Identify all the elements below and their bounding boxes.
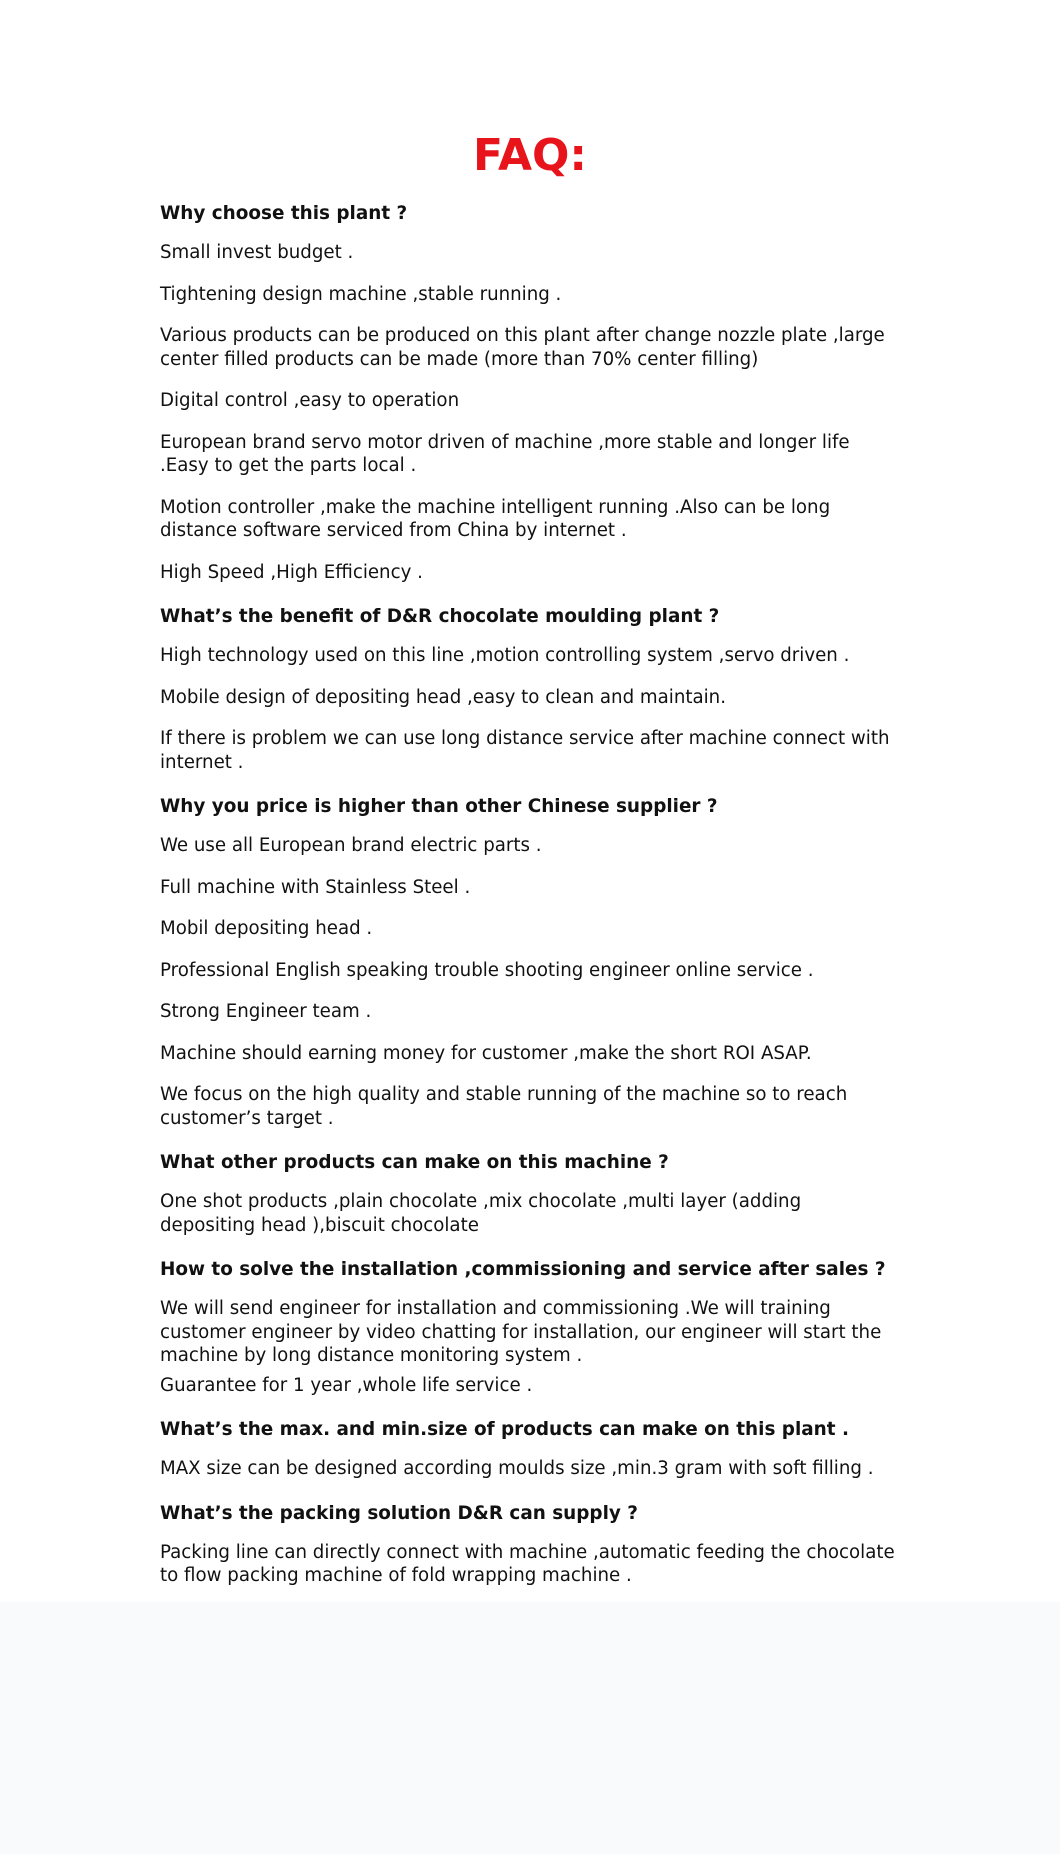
faq-section-benefit xyxy=(160,602,900,774)
faq-section-packing xyxy=(160,1499,900,1588)
faq-section-installation xyxy=(160,1255,900,1397)
faq-answer: High technology used on this line ,motion controlling system ,servo driven . xyxy=(160,645,850,666)
faq-answer: European brand servo motor driven of machine ,more stable and longer life .Easy to get the parts local . xyxy=(160,431,850,476)
faq-question: What other products can make on this machine ? xyxy=(160,1152,669,1173)
faq-question: Why choose this plant ? xyxy=(160,203,408,224)
faq-answer: Mobil depositing head . xyxy=(160,918,373,939)
faq-answer: We will send engineer for installation and commissioning .We will training customer engineer by video chatting for installation, our engineer will start the machine by long distance monitoring system . xyxy=(160,1298,882,1366)
faq-content xyxy=(160,199,900,1606)
faq-question: What’s the packing solution D&R can supply ? xyxy=(160,1502,638,1524)
faq-answer: We use all European brand electric parts . xyxy=(160,835,542,856)
faq-answer: One shot products ,plain chocolate ,mix chocolate ,multi layer (adding depositing head ),biscuit chocolate xyxy=(160,1191,802,1236)
faq-answer: Small invest budget . xyxy=(160,242,354,263)
faq-answer: Guarantee for 1 year ,whole life service . xyxy=(160,1374,533,1396)
faq-question: What’s the benefit of D&R chocolate moulding plant ? xyxy=(160,606,720,627)
faq-section-price xyxy=(160,792,900,1130)
faq-answer: Machine should earning money for customer ,make the short ROI ASAP. xyxy=(160,1042,812,1064)
faq-answer: Strong Engineer team . xyxy=(160,1001,372,1022)
faq-section-why-choose xyxy=(160,199,900,584)
faq-answer: Tightening design machine ,stable running . xyxy=(160,283,562,305)
faq-answer: High Speed ,High Efficiency . xyxy=(160,561,423,583)
faq-answer: Mobile design of depositing head ,easy to clean and maintain. xyxy=(160,686,726,708)
faq-question: Why you price is higher than other Chinese supplier ? xyxy=(160,796,718,817)
page-title: FAQ: xyxy=(472,130,588,181)
faq-answer: Full machine with Stainless Steel . xyxy=(160,876,471,898)
faq-section-product-size xyxy=(160,1415,900,1481)
faq-answer: MAX size can be designed according moulds size ,min.3 gram with soft filling . xyxy=(160,1458,874,1479)
faq-answer: Motion controller ,make the machine intelligent running .Also can be long distance software serviced from China by internet . xyxy=(160,496,831,541)
faq-answer: Professional English speaking trouble shooting engineer online service . xyxy=(160,959,814,981)
faq-question: What’s the max. and min.size of products can make on this plant . xyxy=(160,1419,849,1440)
faq-answer: Various products can be produced on this plant after change nozzle plate ,large center filled products can be made (more than 70% center filling) xyxy=(160,325,885,370)
faq-answer: We focus on the high quality and stable running of the machine so to reach customer’s target . xyxy=(160,1084,848,1129)
faq-section-other-products xyxy=(160,1148,900,1237)
faq-question: How to solve the installation ,commissioning and service after sales ? xyxy=(160,1259,886,1280)
faq-answer: Packing line can directly connect with machine ,automatic feeding the chocolate to flow packing machine of fold wrapping machine . xyxy=(160,1541,895,1586)
faq-answer: Digital control ,easy to operation xyxy=(160,390,460,411)
faq-answer: If there is problem we can use long distance service after machine connect with internet . xyxy=(160,728,890,773)
